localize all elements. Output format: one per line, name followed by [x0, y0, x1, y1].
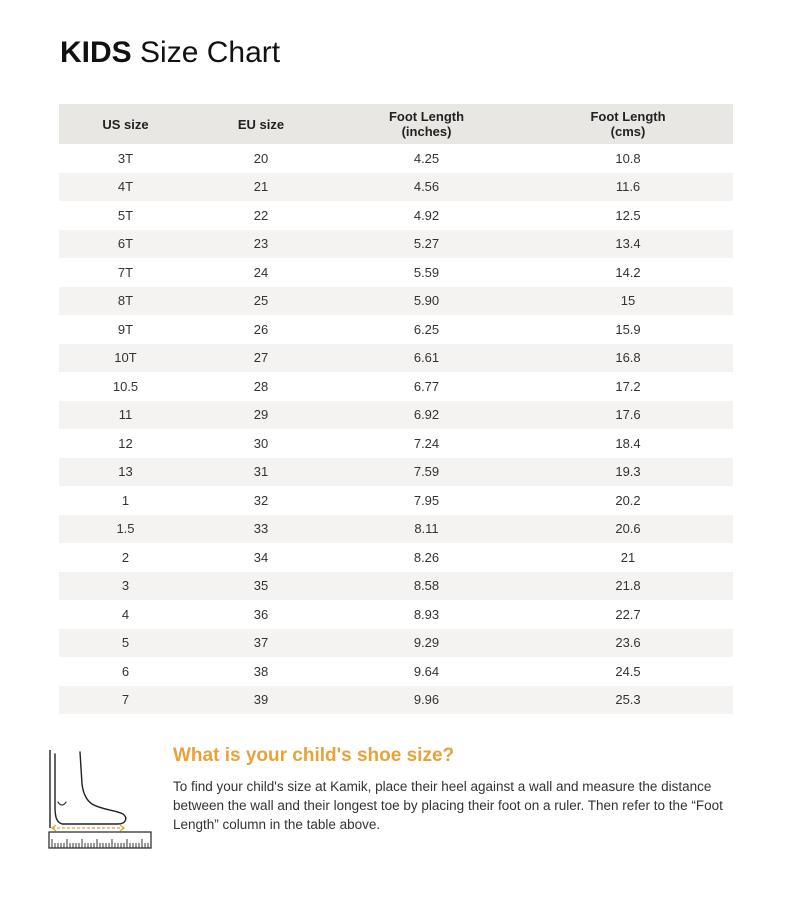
cell-foot-length-inches: 6.25	[413, 321, 440, 337]
cell-foot-length-inches: 5.59	[413, 264, 440, 280]
cell-us-size: 6	[121, 663, 130, 679]
table-row	[59, 572, 733, 601]
table-row	[59, 458, 733, 487]
table-header-row	[59, 104, 733, 144]
page-title	[60, 34, 280, 72]
cell-foot-length-inches: 5.27	[413, 236, 440, 252]
cell-us-size: 7	[121, 692, 130, 708]
cell-eu-size: 34	[253, 549, 269, 565]
cell-foot-length-inches: 9.96	[413, 692, 440, 708]
cell-us-size: 10T	[114, 350, 137, 366]
cell-us-size: 2	[121, 549, 130, 565]
help-text: To find your child's size at Kamik, place their heel against a wall and measure the distance between the wall and their longest toe by placing their foot on a ruler. Then refer to the “Foot Length” column in the table above.	[173, 779, 723, 832]
page-title-rest: Size Chart	[131, 36, 281, 69]
cell-foot-length-cms: 21.8	[615, 578, 641, 594]
table-row	[59, 230, 733, 259]
cell-foot-length-inches: 9.29	[413, 635, 440, 651]
cell-foot-length-cms: 13.4	[615, 236, 641, 252]
cell-foot-length-cms: 24.5	[615, 663, 641, 679]
page-title-kids: KIDS	[60, 36, 132, 69]
cell-foot-length-cms: 20.6	[615, 521, 641, 537]
cell-eu-size: 20	[253, 150, 269, 166]
cell-foot-length-inches: 7.24	[413, 435, 440, 451]
cell-eu-size: 24	[253, 264, 269, 280]
cell-foot-length-cms: 20.2	[615, 492, 641, 508]
table-row	[59, 315, 733, 344]
cell-us-size: 4	[121, 606, 130, 622]
cell-foot-length-cms: 14.2	[615, 264, 641, 280]
cell-eu-size: 31	[253, 464, 269, 480]
cell-foot-length-cms: 12.5	[615, 207, 641, 223]
cell-eu-size: 29	[253, 407, 269, 423]
cell-foot-length-cms: 22.7	[615, 606, 641, 622]
table-row	[59, 258, 733, 287]
table-row	[59, 629, 733, 658]
cell-foot-length-cms: 10.8	[615, 150, 641, 166]
cell-foot-length-cms: 25.3	[615, 692, 641, 708]
size-chart-table	[59, 104, 733, 714]
cell-us-size: 1	[121, 492, 130, 508]
cell-foot-length-inches: 8.26	[413, 549, 440, 565]
cell-us-size: 12	[118, 435, 133, 451]
cell-foot-length-inches: 8.58	[413, 578, 440, 594]
table-row	[59, 344, 733, 373]
cell-foot-length-inches: 8.93	[413, 606, 440, 622]
cell-us-size: 10.5	[112, 378, 139, 394]
cell-us-size: 8T	[117, 293, 134, 309]
cell-foot-length-cms: 17.2	[615, 378, 641, 394]
header-us-size: US size	[102, 116, 149, 132]
cell-foot-length-cms: 17.6	[615, 407, 641, 423]
cell-us-size: 6T	[117, 236, 134, 252]
cell-eu-size: 37	[253, 635, 269, 651]
cell-eu-size: 32	[253, 492, 269, 508]
table-row	[59, 600, 733, 629]
cell-us-size: 1.5	[116, 521, 135, 537]
table-row	[59, 429, 733, 458]
shoe-size-help	[173, 743, 743, 834]
cell-us-size: 7T	[117, 264, 134, 280]
cell-foot-length-inches: 9.64	[413, 663, 440, 679]
table-row	[59, 173, 733, 202]
cell-eu-size: 28	[253, 378, 269, 394]
table-row	[59, 201, 733, 230]
cell-foot-length-cms: 16.8	[615, 350, 641, 366]
table-row	[59, 372, 733, 401]
cell-us-size: 9T	[117, 321, 134, 337]
table-row	[59, 144, 733, 173]
table-row	[59, 486, 733, 515]
cell-eu-size: 21	[253, 179, 269, 195]
cell-foot-length-cms: 11.6	[615, 179, 641, 195]
cell-eu-size: 26	[253, 321, 269, 337]
table-row	[59, 287, 733, 316]
cell-foot-length-inches: 6.61	[413, 350, 440, 366]
cell-foot-length-cms: 15	[620, 293, 636, 309]
cell-us-size: 3T	[117, 150, 134, 166]
foot-on-ruler-icon	[46, 748, 154, 852]
cell-foot-length-inches: 8.11	[414, 521, 439, 537]
cell-eu-size: 33	[253, 521, 269, 537]
cell-eu-size: 30	[253, 435, 269, 451]
cell-foot-length-cms: 23.6	[615, 635, 641, 651]
cell-foot-length-cms: 21	[620, 549, 636, 565]
cell-eu-size: 23	[253, 236, 269, 252]
table-row	[59, 401, 733, 430]
cell-us-size: 5T	[117, 207, 134, 223]
header-foot-length-cms: Foot Length (cms)	[590, 109, 666, 139]
header-foot-length-inches: Foot Length (inches)	[388, 109, 465, 139]
cell-eu-size: 25	[253, 293, 269, 309]
cell-foot-length-inches: 7.95	[413, 492, 440, 508]
cell-foot-length-cms: 19.3	[615, 464, 641, 480]
cell-eu-size: 38	[253, 663, 269, 679]
cell-foot-length-inches: 6.77	[413, 378, 440, 394]
cell-us-size: 3	[121, 578, 130, 594]
cell-eu-size: 35	[253, 578, 269, 594]
cell-foot-length-inches: 4.92	[413, 207, 440, 223]
table-row	[59, 515, 733, 544]
cell-foot-length-inches: 7.59	[413, 464, 440, 480]
cell-foot-length-inches: 6.92	[413, 407, 440, 423]
cell-foot-length-cms: 15.9	[615, 321, 641, 337]
cell-foot-length-inches: 4.25	[413, 150, 440, 166]
cell-us-size: 13	[118, 464, 133, 480]
cell-us-size: 11	[118, 407, 133, 423]
cell-foot-length-inches: 4.56	[413, 179, 440, 195]
help-title: What is your child's shoe size?	[173, 745, 455, 766]
cell-eu-size: 39	[253, 692, 269, 708]
cell-us-size: 5	[121, 635, 130, 651]
cell-eu-size: 27	[253, 350, 269, 366]
table-row	[59, 543, 733, 572]
table-row	[59, 686, 733, 715]
cell-foot-length-inches: 5.90	[413, 293, 440, 309]
cell-us-size: 4T	[117, 179, 134, 195]
table-row	[59, 657, 733, 686]
cell-eu-size: 36	[253, 606, 269, 622]
cell-eu-size: 22	[253, 207, 269, 223]
cell-foot-length-cms: 18.4	[615, 435, 641, 451]
header-eu-size: EU size	[237, 116, 285, 132]
